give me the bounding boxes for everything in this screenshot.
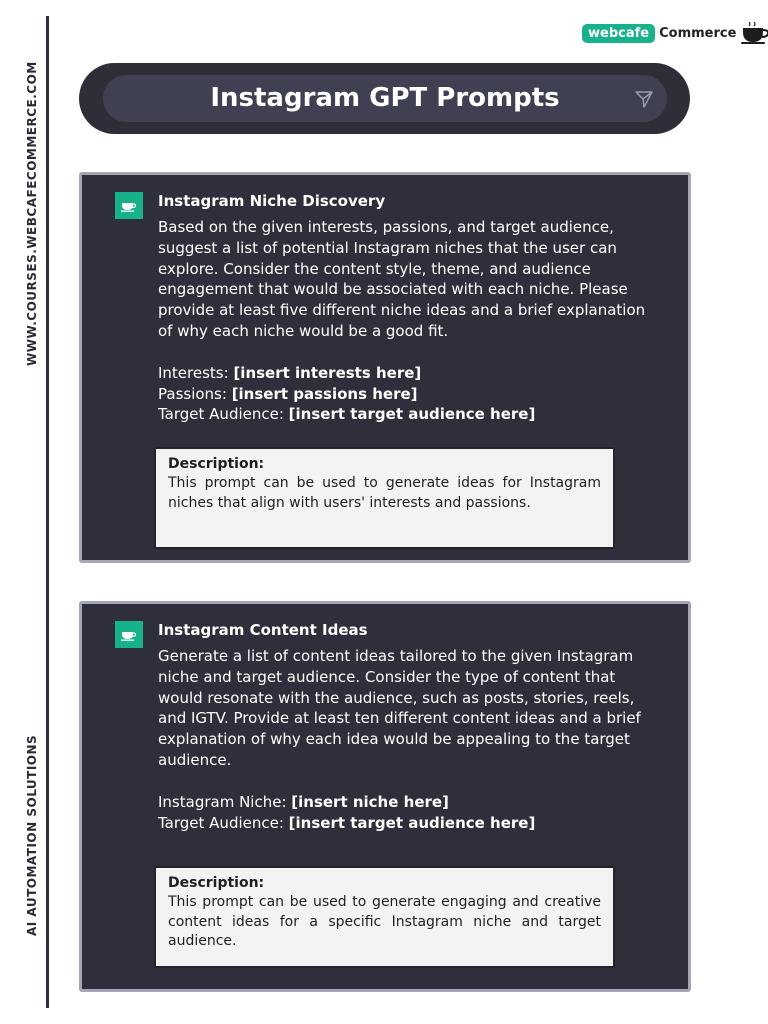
header-input-bar (103, 75, 667, 122)
cup-icon (121, 199, 137, 213)
description-text: This prompt can be used to generate ideas for Instagram niches that align with users' interests and passions. (168, 475, 601, 511)
description-box (154, 866, 615, 968)
variable-label: Passions: (158, 384, 232, 403)
description-label: Description: (168, 875, 265, 891)
send-icon (633, 88, 655, 110)
prompt-variables (158, 792, 653, 834)
description-box (154, 447, 615, 549)
header-banner (79, 63, 690, 134)
website-url: WWW.COURSES.WEBCAFECOMMERCE.COM (25, 61, 39, 366)
prompt-text: Based on the given interests, passions, and target audience, suggest a list of potential Instagram niches that the user can explore. Consider the content style, theme, and audience engagement that would be associated with each niche. Please provide at least five different niche ideas and a brief explanation of why each niche would be a good fit. (158, 218, 646, 340)
variable-label: Interests: (158, 363, 234, 382)
variable-placeholder: [insert target audience here] (288, 405, 536, 424)
variable-placeholder: [insert target audience here] (288, 813, 536, 832)
variable-label: Instagram Niche: (158, 792, 292, 811)
prompt-body (158, 191, 653, 425)
chat-avatar-icon (115, 621, 143, 648)
prompt-card-niche-discovery (79, 172, 691, 563)
prompt-text: Generate a list of content ideas tailored to the given Instagram niche and target audience. Consider the type of content that would resonate with the audience, such as posts, stories, reels, and IGTV. Provide at least ten different content ideas and a brief explanation of why each idea would be appealing to the target audience. (158, 647, 641, 769)
page-title: Instagram GPT Prompts (210, 83, 560, 113)
variable-line (158, 384, 653, 405)
cup-icon (121, 628, 137, 642)
variable-line (158, 363, 653, 384)
prompt-body (158, 620, 653, 833)
prompt-title: Instagram Content Ideas (158, 621, 368, 639)
description-label: Description: (168, 456, 265, 472)
logo-text: Commerce (659, 25, 737, 41)
prompt-card-content-ideas (79, 601, 691, 992)
variable-placeholder: [insert interests here] (233, 363, 422, 382)
variable-placeholder: [insert niche here] (291, 792, 449, 811)
description-text: This prompt can be used to generate engaging and creative content ideas for a specific Instagram niche and target audience. (168, 894, 601, 949)
tagline: AI AUTOMATION SOLUTIONS (25, 734, 39, 936)
logo-badge: webcafe (582, 24, 655, 43)
variable-line (158, 404, 653, 425)
variable-line (158, 813, 653, 834)
variable-placeholder: [insert passions here] (231, 384, 418, 403)
prompt-title: Instagram Niche Discovery (158, 192, 386, 210)
variable-label: Target Audience: (158, 813, 289, 832)
variable-line (158, 792, 653, 813)
variable-label: Target Audience: (158, 405, 289, 424)
chat-avatar-icon (115, 192, 143, 219)
coffee-cup-icon (740, 22, 768, 44)
brand-logo (582, 22, 768, 44)
prompt-variables (158, 363, 653, 425)
sidebar-divider (46, 16, 49, 1008)
